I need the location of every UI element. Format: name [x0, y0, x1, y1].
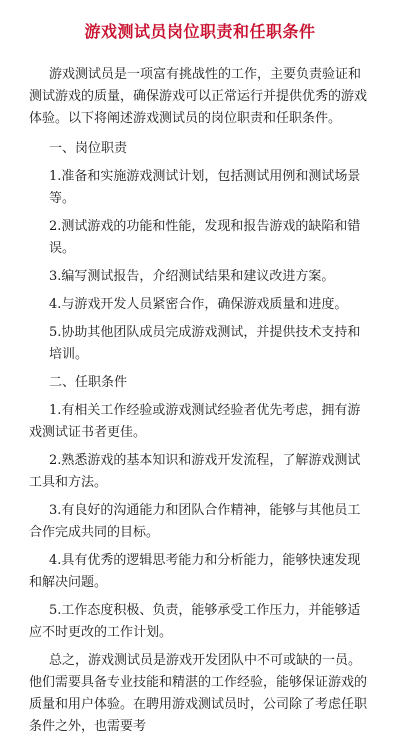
requirement-item: 3.有良好的沟通能力和团队合作精神，能够与其他员工合作完成共同的目标。: [29, 503, 361, 540]
requirement-item: 5.工作态度积极、负责，能够承受工作压力，并能够适应不时更改的工作计划。: [29, 603, 361, 640]
duty-item: 5.协助其他团队成员完成游戏测试，并提供技术支持和培训。: [49, 325, 361, 362]
duty-item: 3.编写测试报告，介绍测试结果和建议改进方案。: [49, 269, 335, 284]
requirement-item: 1.有相关工作经验或游戏测试经验者优先考虑，拥有游戏测试证书者更佳。: [29, 403, 361, 440]
intro-paragraph: 游戏测试员是一项富有挑战性的工作，主要负责验证和测试游戏的质量，确保游戏可以正常运行并提供优秀的游戏体验。以下将阐述游戏测试员的岗位职责和任职条件。: [29, 67, 368, 126]
section-heading-requirements: 二、任职条件: [49, 375, 128, 390]
duty-item: 2.测试游戏的功能和性能，发现和报告游戏的缺陷和错误。: [49, 219, 361, 256]
requirement-item: 4.具有优秀的逻辑思考能力和分析能力，能够快速发现和解决问题。: [29, 553, 361, 590]
duty-item: 4.与游戏开发人员紧密合作，确保游戏质量和进度。: [49, 297, 348, 312]
document-body: [0, 64, 400, 738]
conclusion-paragraph: 总之，游戏测试员是游戏开发团队中不可或缺的一员。他们需要具备专业技能和精湛的工作经验，能够保证游戏的质量和用户体验。在聘用游戏测试员时，公司除了考虑任职条件之外，也需要考: [29, 653, 368, 734]
document-title: 游戏测试员岗位职责和任职条件: [84, 22, 316, 41]
section-heading-duties: 一、岗位职责: [49, 141, 128, 156]
requirement-item: 2.熟悉游戏的基本知识和游戏开发流程，了解游戏测试工具和方法。: [29, 453, 361, 490]
duty-item: 1.准备和实施游戏测试计划，包括测试用例和测试场景等。: [49, 169, 361, 206]
